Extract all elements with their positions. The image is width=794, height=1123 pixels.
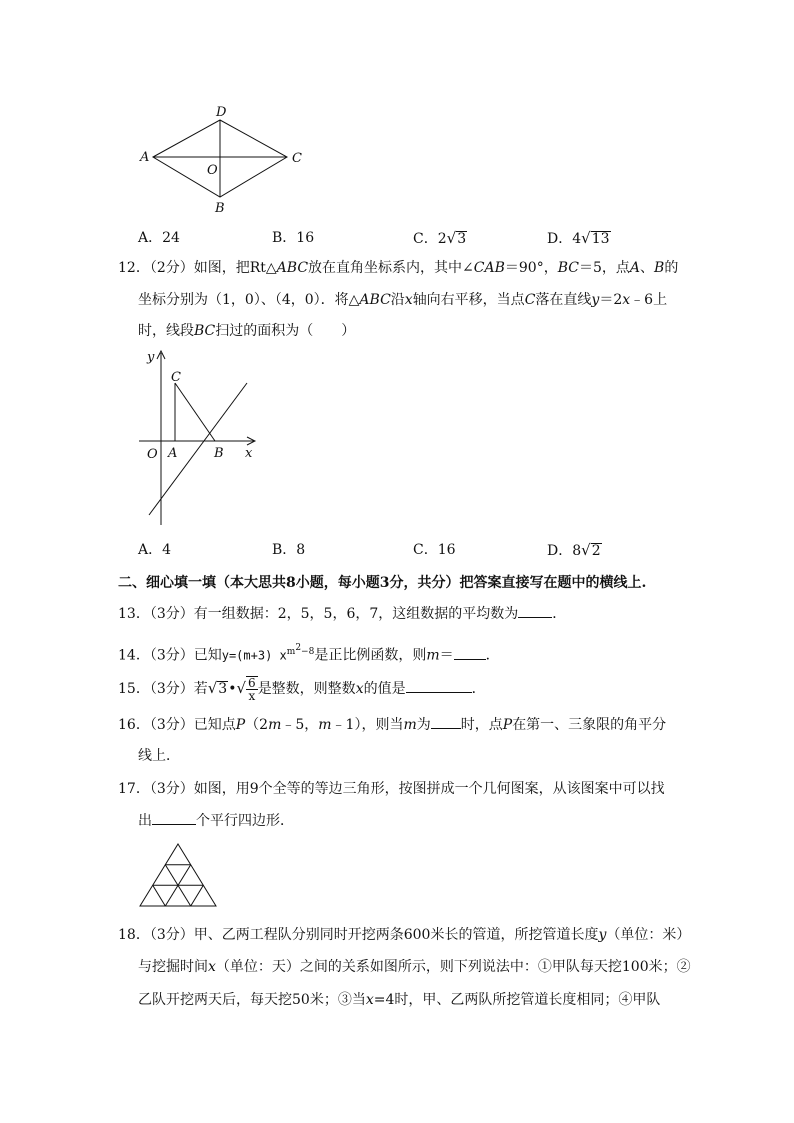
- q18-text: =4时，甲、乙两队所挖管道长度相同；④甲队: [373, 992, 661, 1008]
- q14: [118, 638, 500, 666]
- label-O: O: [147, 447, 158, 462]
- q17-text: 个平行四边形．: [196, 813, 294, 829]
- q12-text: 坐标分别为（1，0）、（4，0）．将△: [138, 292, 360, 308]
- q18-line-2: [138, 957, 691, 977]
- q12-var: B: [654, 260, 665, 276]
- coordinate-figure: [135, 345, 265, 530]
- q11-option-d[interactable]: [547, 228, 611, 249]
- q12-text: 、: [640, 260, 655, 276]
- q15-end: ．: [471, 681, 486, 697]
- answer-blank[interactable]: [406, 678, 472, 693]
- q15-text: 是整数，则整数: [257, 681, 356, 697]
- q14-end: ．: [485, 647, 500, 664]
- q11-option-c-radicand: 3: [457, 231, 467, 247]
- label-D: D: [216, 105, 227, 120]
- q12-var: ABC: [276, 260, 309, 276]
- sqrt-symbol: √: [581, 541, 591, 559]
- label-B: B: [215, 201, 225, 216]
- q12-text: ＝2: [599, 292, 623, 308]
- q18-var: y: [598, 927, 607, 943]
- q12-line-2: [138, 290, 667, 310]
- q11-option-d-prefix: D．4: [547, 231, 582, 247]
- q12-text: 沿: [390, 292, 405, 308]
- q15-var: x: [355, 681, 364, 697]
- q16-var: P: [502, 717, 513, 733]
- q12-text: 12．（2分）如图，把Rt△: [118, 260, 277, 276]
- q12-text: 时，线段: [138, 323, 194, 339]
- q12-text: 落在直线: [535, 292, 592, 308]
- label-A: A: [140, 150, 150, 165]
- q16-text: （2: [245, 717, 269, 733]
- q12-text: 的: [664, 260, 679, 276]
- q17-line-2: [138, 810, 294, 831]
- q18-text: 与挖掘时间: [138, 959, 208, 975]
- q12-text: ﹣6上: [630, 292, 668, 308]
- q16-text: ﹣1），则当: [331, 717, 404, 733]
- q11-option-a[interactable]: A．24: [138, 230, 180, 246]
- q16-text: ﹣5，: [281, 717, 319, 733]
- q18-text: （单位：米）: [606, 927, 691, 943]
- q12-line-3: [138, 321, 355, 341]
- q18-var: x: [208, 959, 216, 975]
- q16-text: 时，点: [460, 717, 503, 733]
- q15-dot: •: [228, 681, 237, 697]
- q11-option-d-radicand: 13: [591, 231, 610, 247]
- q16-var: m: [403, 717, 417, 733]
- answer-blank[interactable]: [152, 810, 196, 825]
- q15-text: 15．（3分）若: [118, 681, 208, 697]
- q11-option-c[interactable]: [413, 228, 467, 249]
- rhombus-figure: [135, 100, 315, 220]
- q15: [118, 676, 486, 702]
- q12-line-1: [118, 258, 678, 278]
- q12-var: y: [591, 292, 600, 308]
- sqrt-symbol: √: [446, 229, 457, 247]
- q16-var: m: [318, 717, 332, 733]
- q16-text: 为: [416, 717, 431, 733]
- q12-var: A: [629, 260, 641, 276]
- label-O: O: [207, 163, 218, 178]
- q15-denominator: x: [248, 689, 256, 703]
- q12-option-d-prefix: D．8: [547, 543, 582, 559]
- q17-line-1: 17．（3分）如图，用9个全等的等边三角形，按图拼成一个几何图案，从该图案中可以找: [118, 781, 665, 797]
- q12-text: ＝5，点: [578, 260, 630, 276]
- q16-line-2: 线上．: [138, 748, 180, 764]
- q16-line-1: [118, 714, 666, 735]
- sqrt-symbol: √: [207, 679, 218, 697]
- q13: [118, 603, 566, 624]
- q14-exp: m: [286, 647, 296, 657]
- q12-text: ＝90°，: [504, 260, 558, 276]
- q14-exp3: −8: [301, 647, 315, 657]
- q14-var: m: [426, 647, 440, 664]
- q18-var: x: [365, 992, 374, 1008]
- q14-exp2: 2: [295, 643, 302, 653]
- q13-text: 13．（3分）有一组数据：2，5，5，6，7，这组数据的平均数为: [118, 606, 519, 622]
- q14-formula: y=(m+3) x: [221, 648, 287, 663]
- q11-option-b[interactable]: B．16: [272, 230, 315, 246]
- q11-option-c-prefix: C．2: [413, 231, 447, 247]
- q12-var: BC: [557, 260, 579, 276]
- q16-var: P: [235, 717, 246, 733]
- section-heading: 二、细心填一填（本大思共8小题，每小题3分，共分）把答案直接写在题中的横线上.: [118, 575, 647, 591]
- q12-var: ABC: [359, 292, 391, 308]
- q18-text: （单位：天）之间的关系如图所示，则下列说法中：①甲队每天挖100米；②: [215, 959, 691, 975]
- q18-line-1: [118, 925, 690, 945]
- q15-radicand: 3: [218, 681, 228, 697]
- q12-var: CAB: [473, 260, 505, 276]
- q12-var: C: [524, 292, 536, 308]
- label-x: x: [245, 446, 253, 461]
- q14-text: ＝: [439, 647, 454, 664]
- triangle-pattern-figure: [136, 842, 220, 908]
- q12-var: x: [622, 292, 631, 308]
- label-C: C: [292, 151, 302, 166]
- q14-text: 14．（3分）已知: [118, 647, 222, 664]
- answer-blank[interactable]: [454, 645, 486, 660]
- q12-option-c[interactable]: C．16: [413, 542, 456, 558]
- q17-text: 出: [138, 813, 152, 829]
- answer-blank[interactable]: [431, 714, 461, 729]
- q16-text: 在第一、三象限的角平分: [512, 717, 667, 733]
- sqrt-symbol: √: [236, 679, 247, 697]
- q12-option-d-radicand: 2: [591, 543, 601, 559]
- q12-text: 扫过的面积为（ ）: [215, 323, 356, 339]
- label-B: B: [214, 446, 224, 461]
- q12-text: 放在直角坐标系内，其中∠: [308, 260, 474, 276]
- sqrt-symbol: √: [581, 229, 591, 247]
- label-C: C: [171, 370, 181, 385]
- q16-var: m: [268, 717, 282, 733]
- q15-text: 的值是: [363, 681, 406, 697]
- q12-option-b[interactable]: B．8: [272, 542, 306, 558]
- q14-text: 是正比例函数，则: [314, 647, 427, 664]
- q16-text: 16．（3分）已知点: [118, 717, 236, 733]
- q18-text: 18．（3分）甲、乙两工程队分别同时开挖两条600米长的管道，所挖管道长度: [118, 927, 599, 943]
- q18-text: 乙队开挖两天后，每天挖50米；③当: [138, 992, 366, 1008]
- q12-text: 轴向右平移，当点: [412, 292, 525, 308]
- q12-option-a[interactable]: A．4: [138, 542, 172, 558]
- q12-var: BC: [194, 323, 216, 339]
- q18-line-3: [138, 990, 660, 1010]
- q12-var: x: [404, 292, 413, 308]
- q15-fraction: [246, 676, 258, 702]
- label-y: y: [147, 350, 155, 365]
- label-A: A: [168, 446, 178, 461]
- answer-blank[interactable]: [518, 603, 552, 618]
- q13-end: ．: [552, 606, 567, 622]
- q12-option-d[interactable]: [547, 540, 602, 561]
- q15-numerator: 6: [248, 676, 256, 690]
